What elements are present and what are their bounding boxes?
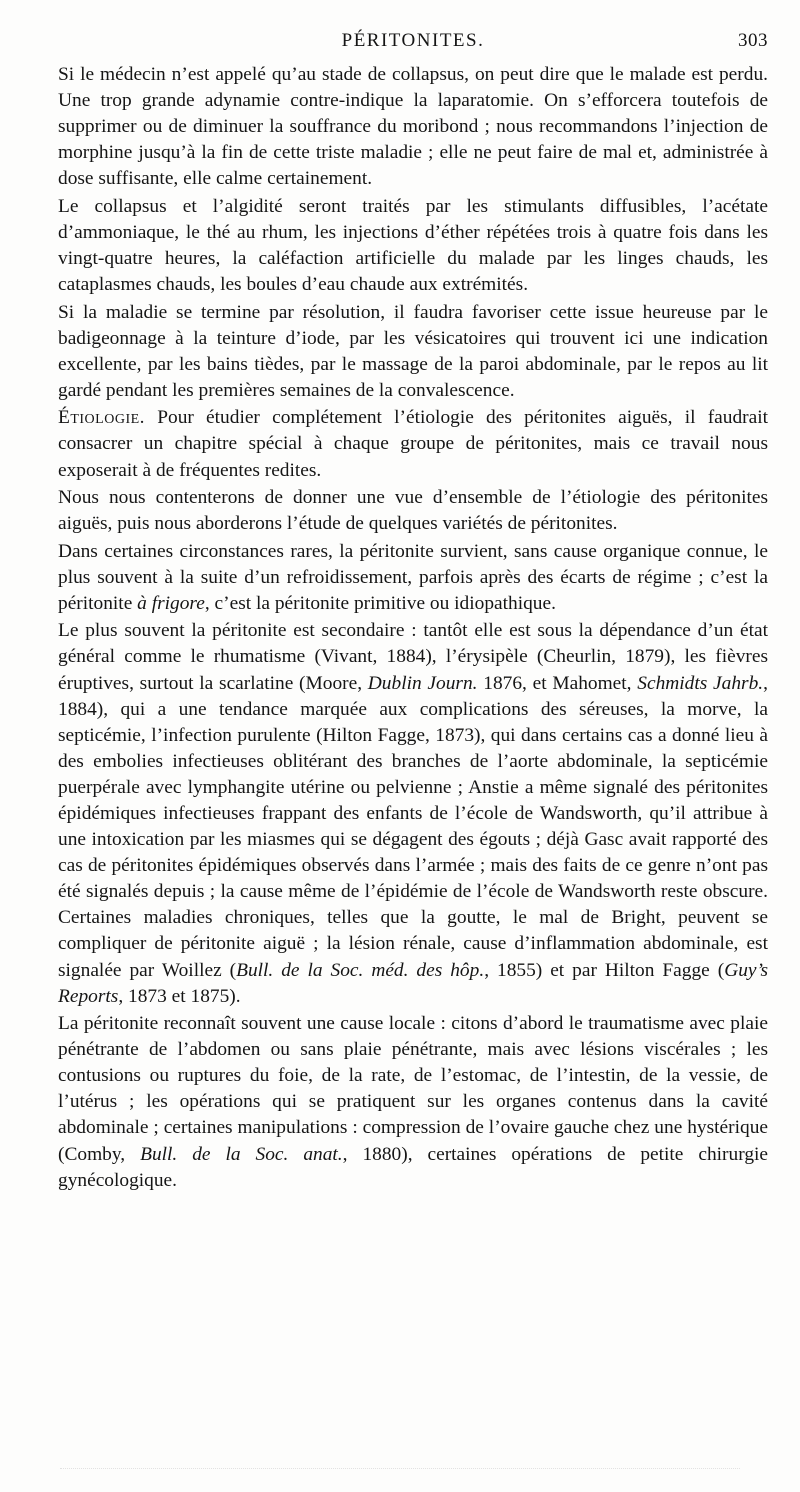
text-run: La péritonite reconnaît souvent une cause locale : citons d’abord le traumatisme avec plaie pénétrante de l’abdomen ou sans plaie pénétrante, mais avec lésions viscérales ; les contusions ou ruptures du foie, de la rate, de l’estomac, de l’intestin, de la vessie, de l’utérus ; les opérations qui se pratiquent sur les organes contenus dans la cavité abdominale ; certaines manipulations : compression de l’ovaire gauche chez une hystérique (Comby, xyxy=(58,1013,768,1165)
italic-citation: Dublin Journ. xyxy=(367,672,478,694)
paragraph-collapsus-treatment xyxy=(58,194,768,298)
running-title: PÉRITONITES. xyxy=(341,30,485,51)
text-run: , 1855) et par Hilton Fagge ( xyxy=(484,959,725,981)
paragraph-etiologie xyxy=(58,405,768,483)
text-run: Nous nous contenterons de donner une vue d’ensemble de l’étiologie des péritonites aiguës, puis nous aborderons l’étude de quelques variétés de péritonites. xyxy=(58,487,768,535)
italic-citation: Schmidts Jahrb. xyxy=(637,672,764,694)
paragraph-vue-ensemble xyxy=(58,485,768,537)
body-text xyxy=(58,62,768,1194)
running-head xyxy=(58,30,768,58)
paragraph-secondaire xyxy=(58,618,768,1009)
text-run: Le plus souvent la péritonite est secondaire : tantôt elle est sous la dépendance d’un état général comme le rhumatisme (Vivant, 1884), l’érysipèle (Cheurlin, 1879), les fièvres éruptives, surtout la scarlatine (Moore, xyxy=(58,620,768,694)
text-run: Le collapsus et l’algidité seront traités par les stimulants diffusibles, l’acétate d’ammoniaque, le thé au rhum, les injections d’éther répétées trois à quatre fois dans les vingt-quatre heures, la caléfaction artificielle du malade par les linges chauds, les cataplasmes chauds, les boules d’eau chaude aux extrémités. xyxy=(58,195,768,296)
text-run: Si le médecin n’est appelé qu’au stade de collapsus, on peut dire que le malade est perdu. Une trop grande adynamie contre-indique la laparatomie. On s’efforcera toutefois de supprimer ou de diminuer la souffrance du moribond ; nous recommandons l’injection de morphine jusqu’à la fin de cette triste maladie ; elle ne peut faire de mal et, administrée à dose suffisante, elle calme certainement. xyxy=(58,64,768,190)
italic-citation: Bull. de la Soc. anat. xyxy=(140,1143,343,1165)
page-number: 303 xyxy=(738,30,768,51)
italic-citation: Guy’s Reports xyxy=(58,959,768,1007)
paragraph-resolution xyxy=(58,300,768,404)
text-run: 1876, et Mahomet, xyxy=(477,672,638,694)
section-heading-etiologie: Étiologie. xyxy=(58,407,146,429)
page-bottom-speckle xyxy=(60,1468,740,1470)
text-run: , 1873 et 1875). xyxy=(118,985,241,1007)
italic-citation: Bull. de la Soc. méd. des hôp. xyxy=(236,959,485,981)
text-run: , 1884), qui a une tendance marquée aux complications des séreuses, la morve, la septicémie, l’infection purulente (Hilton Fagge, 1873), qui dans certains cas a donné lieu à des embolies infectieuses oblitérant des branches de l’aorte abdominale, la septicémie puerpérale avec lymphangite utérine ou pelvienne ; Anstie a même signalé des péritonites épidémiques infectieuses frappant des enfants de l’école de Wandsworth, qu’il attribue à une intoxication par les miasmes qui se dégagent des égouts ; déjà Gasc avait rapporté des cas de péritonites épidémiques observés dans l’armée ; mais des faits de ce genre n’ont pas été signalés depuis ; la cause même de l’épidémie de l’école de Wandsworth reste obscure. Certaines maladies chroniques, telles que la goutte, le mal de Bright, peuvent se compliquer de péritonite aiguë ; la lésion rénale, cause d’inflammation abdominale, est signalée par Woillez ( xyxy=(58,672,768,981)
paragraph-moribond xyxy=(58,62,768,192)
italic-citation: à frigore xyxy=(137,592,205,614)
text-run: , 1880), certaines opérations de petite chirurgie gynécologique. xyxy=(58,1143,769,1191)
paragraph-a-frigore xyxy=(58,539,768,617)
text-run: , c’est la péritonite primitive ou idiopathique. xyxy=(204,592,556,614)
text-run: Pour étudier complétement l’étiologie des péritonites aiguës, il faudrait consacrer un chapitre spécial à chaque groupe de péritonites, mais ce travail nous exposerait à de fréquentes redites. xyxy=(58,407,768,481)
paragraph-cause-locale xyxy=(58,1011,768,1194)
text-run: Si la maladie se termine par résolution, il faudra favoriser cette issue heureuse par le badigeonnage à la teinture d’iode, par les vésicatoires qui trouvent ici une indication excellente, par les bains tièdes, par le massage de la paroi abdominale, par le repos au lit gardé pendant les premières semaines de la convalescence. xyxy=(58,301,768,401)
text-run: Dans certaines circonstances rares, la péritonite survient, sans cause organique connue, le plus souvent à la suite d’un refroidissement, parfois après des écarts de régime ; c’est la péritonite xyxy=(58,540,768,614)
